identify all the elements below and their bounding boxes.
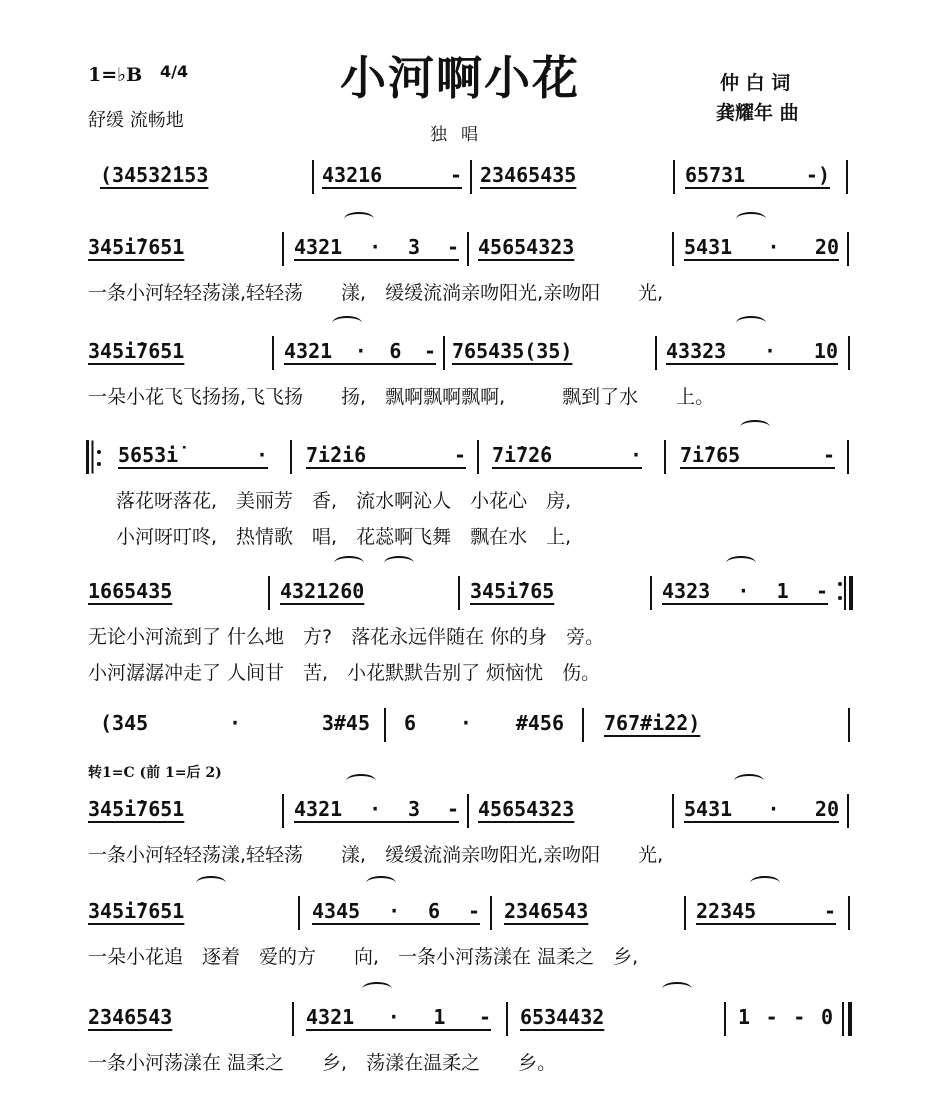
bar-line (467, 794, 469, 828)
measure: 65731 -) (685, 163, 830, 187)
measure: (3453̇2̇153 (100, 163, 209, 187)
notation-system-7 (0, 888, 930, 934)
bar-line (282, 232, 284, 266)
bar-line (477, 440, 479, 474)
measure: 2346543 (88, 1005, 173, 1029)
measure: 5431 · 20 (684, 235, 839, 259)
bar-line (847, 232, 849, 266)
measure: 4321260 (280, 579, 365, 603)
measure: 4345 · 6 - (312, 899, 480, 923)
notation-system-interlude (0, 700, 930, 746)
notation-system-intro (0, 152, 930, 198)
measure: 4321 · 1 - (306, 1005, 491, 1029)
measure: 345i̇7651 (88, 339, 185, 363)
composer-credit: 龚耀年 曲 (716, 102, 799, 124)
bar-line (272, 336, 274, 370)
time-signature: 4/4 (160, 62, 189, 81)
lyric-line: 小河呀叮咚, 热情歌 唱, 花蕊啊飞舞 飘在水 上, (116, 526, 572, 548)
bar-line (848, 896, 850, 930)
measure: 43216 - (322, 163, 462, 187)
measure: 2346543 (504, 899, 589, 923)
bar-line (458, 576, 460, 610)
bar-line (506, 1002, 508, 1036)
bar-line (664, 440, 666, 474)
bar-line (673, 160, 675, 194)
measure: 345i̇7651 (88, 235, 185, 259)
tempo-marking: 舒缓 流畅地 (88, 110, 184, 131)
measure: 7i̇72̇6 · (492, 443, 642, 467)
measure: 6534432 (520, 1005, 605, 1029)
bar-line (848, 336, 850, 370)
bar-line (384, 708, 386, 742)
bar-line (282, 794, 284, 828)
bar-line (684, 896, 686, 930)
measure: 6 · #456 (404, 711, 564, 735)
bar-line (650, 576, 652, 610)
bar-line (846, 160, 848, 194)
lyric-line: 小河潺潺冲走了 人间甘 苦, 小花默默告别了 烦恼忧 伤。 (88, 662, 601, 684)
song-title: 小河啊小花 (340, 51, 580, 105)
bar-line (582, 708, 584, 742)
bar-line (847, 440, 849, 474)
measure: 345i̇7651 (88, 797, 185, 821)
modulation-note: 转1=C (前 1=后 2) (88, 765, 222, 781)
bar-line (672, 232, 674, 266)
measure: 767#i̇2̇2) (604, 711, 701, 735)
measure: 45654323 (478, 797, 575, 821)
bar-line (655, 336, 657, 370)
key-signature: 1=♭B (88, 64, 143, 86)
lyric-line: 一条小河荡漾在 温柔之 乡, 荡漾在温柔之 乡。 (88, 1052, 557, 1074)
measure: 345i̇765 (470, 579, 555, 603)
bar-line (847, 794, 849, 828)
measure: 4323 · 1 - (662, 579, 828, 603)
lyric-line: 一条小河轻轻荡漾,轻轻荡 漾, 缓缓流淌亲吻阳光,亲吻阳 光, (88, 844, 664, 866)
measure: 765435(35) (452, 339, 573, 363)
bar-line (724, 1002, 726, 1036)
measure: 5653̇i̇ · (118, 443, 268, 467)
notation-system-3 (0, 432, 930, 478)
measure: 4321 · 3 - (294, 235, 459, 259)
bar-line (298, 896, 300, 930)
lyric-line: 落花呀落花, 美丽芳 香, 流水啊沁人 小花心 房, (116, 490, 572, 512)
bar-line (470, 160, 472, 194)
measure: 5431 · 20 (684, 797, 839, 821)
measure: 4321 · 3 - (294, 797, 459, 821)
notation-system-4 (0, 568, 930, 614)
bar-line (443, 336, 445, 370)
final-barline (848, 1002, 852, 1036)
measure: 22345 - (696, 899, 836, 923)
notation-system-1 (0, 224, 930, 270)
bar-line (490, 896, 492, 930)
measure: 23465435 (480, 163, 577, 187)
notation-system-2 (0, 328, 930, 374)
lyric-line: 一朵小花追 逐着 爱的方 向, 一条小河荡漾在 温柔之 乡, (88, 946, 639, 968)
repeat-end-barline (849, 576, 853, 610)
bar-line (312, 160, 314, 194)
bar-line (848, 708, 850, 742)
bar-line (842, 1002, 844, 1036)
bar-line (290, 440, 292, 474)
lyric-line: 无论小河流到了 什么地 方? 落花永远伴随在 你的身 旁。 (88, 626, 605, 648)
measure: 1665435 (88, 579, 173, 603)
bar-line (292, 1002, 294, 1036)
lyricist-credit: 仲 白 词 (720, 72, 791, 94)
repeat-dot (838, 596, 842, 600)
measure: 4321 · 6 - (284, 339, 436, 363)
repeat-dot (838, 582, 842, 586)
measure: (345 · 3#45 (100, 711, 370, 735)
measure: 45654323 (478, 235, 575, 259)
measure: 7i̇765 - (680, 443, 835, 467)
bar-line (268, 576, 270, 610)
bar-line (467, 232, 469, 266)
notation-system-8 (0, 994, 930, 1040)
measure: 7i̇2̇i̇6 - (306, 443, 466, 467)
measure: 1 - - 0 (738, 1005, 833, 1029)
notation-system-6 (0, 786, 930, 832)
measure: 345i̇7651 (88, 899, 185, 923)
measure: 43323 · 10 (666, 339, 838, 363)
performance-type: 独唱 (430, 125, 492, 145)
lyric-line: 一朵小花飞飞扬扬,飞飞扬 扬, 飘啊飘啊飘啊, 飘到了水 上。 (88, 386, 715, 408)
bar-line (672, 794, 674, 828)
bar-line (844, 576, 846, 610)
lyric-line: 一条小河轻轻荡漾,轻轻荡 漾, 缓缓流淌亲吻阳光,亲吻阳 光, (88, 282, 664, 304)
